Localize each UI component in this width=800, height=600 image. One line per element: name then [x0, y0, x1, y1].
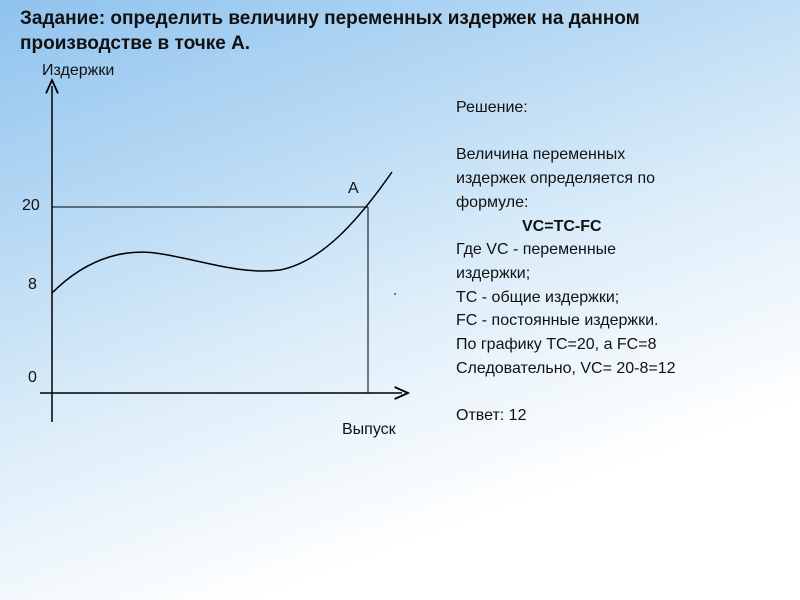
- solution-text-2: издержек определяется по: [456, 170, 655, 188]
- solution-line-5: По графику TC=20, а FC=8: [456, 336, 657, 354]
- solution-line-3: TC - общие издержки;: [456, 288, 620, 306]
- x-axis-label: Выпуск: [342, 421, 396, 438]
- solution-line-1: Где VC - переменные: [456, 241, 617, 259]
- y-tick-20: 20: [22, 197, 40, 214]
- solution-text-1: Величина переменных: [456, 146, 626, 164]
- y-tick-0: 0: [28, 369, 37, 386]
- solution-heading: Решение:: [456, 99, 528, 116]
- y-tick-8: 8: [28, 276, 37, 293]
- task-title-line-2: производстве в точке А.: [20, 33, 251, 54]
- spacer: [456, 380, 776, 404]
- solution-panel: [456, 96, 776, 428]
- solution-formula: VC=TC-FC: [522, 217, 602, 235]
- total-cost-curve: [52, 172, 392, 293]
- solution-line-6: Следовательно, VC= 20-8=12: [456, 359, 676, 377]
- point-a-label: А: [348, 180, 359, 197]
- solution-line-2: издержки;: [456, 264, 531, 282]
- solution-line-4: FC - постоянные издержки.: [456, 312, 659, 330]
- solution-answer: Ответ: 12: [456, 407, 527, 425]
- y-axis-label: Издержки: [42, 62, 115, 79]
- task-title-line-1: Задание: определить величину переменных издержек на данном: [20, 8, 640, 29]
- solution-text-3: формуле:: [456, 193, 529, 211]
- spacer: [456, 120, 776, 144]
